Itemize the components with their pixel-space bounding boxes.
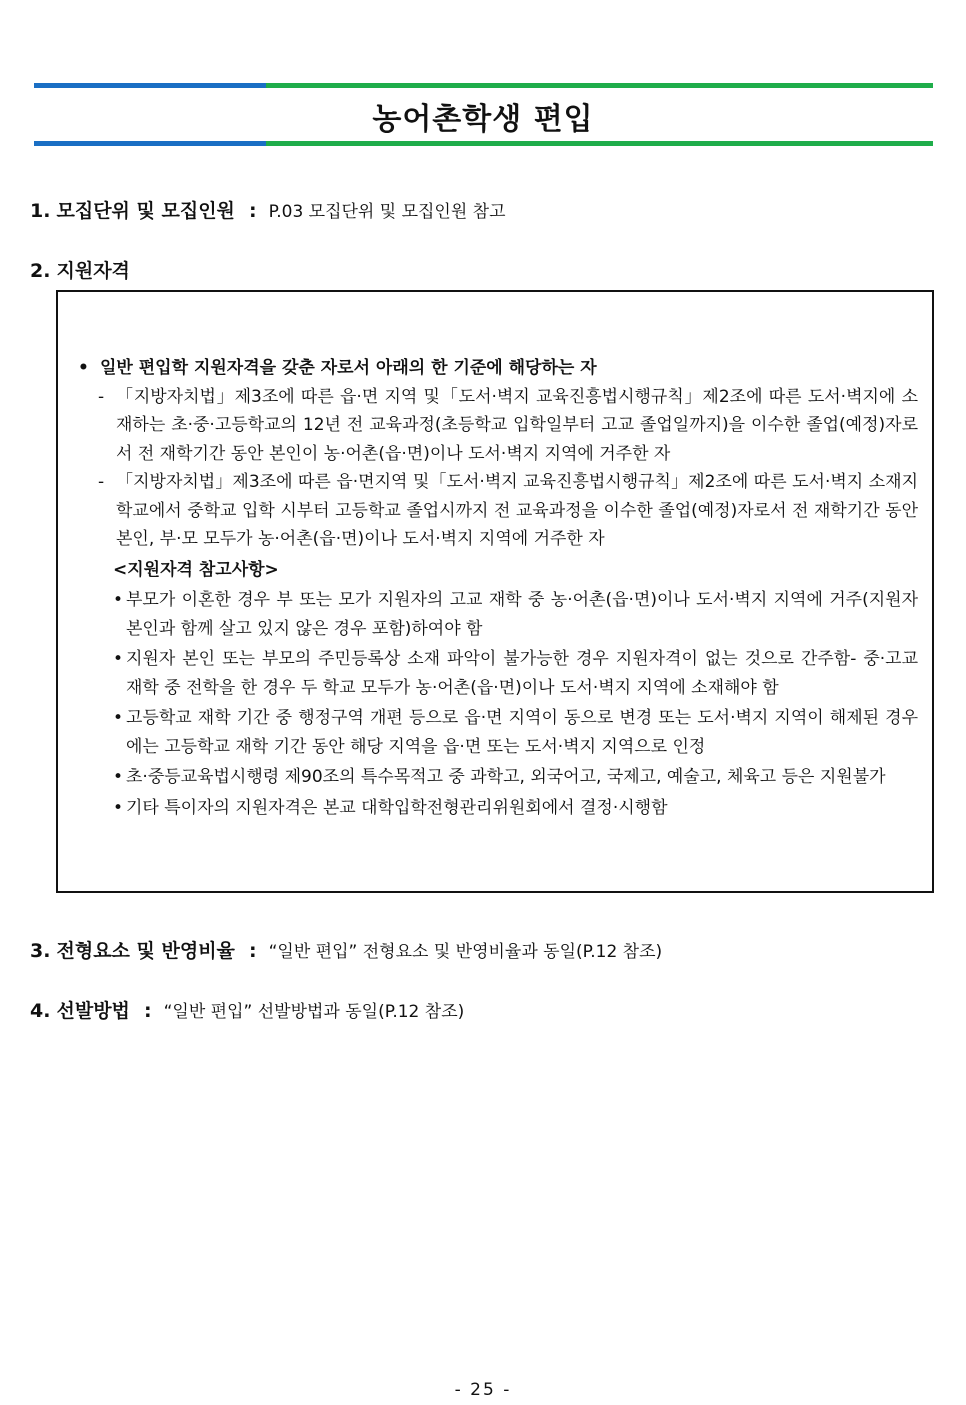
section-colon: : [248, 940, 257, 962]
section-number: 4. [30, 1000, 51, 1022]
criteria-item [98, 383, 918, 469]
reference-title: <지원자격 참고사항> [113, 559, 279, 580]
note-bullet: • [113, 767, 124, 787]
section-label: 지원자격 [56, 260, 130, 282]
note-bullet: • [113, 649, 124, 669]
note-bullet: • [113, 708, 124, 728]
reference-note [113, 794, 918, 823]
rule-blue-segment [34, 141, 266, 146]
section-evaluation-factors [30, 936, 662, 963]
criteria-item [98, 468, 918, 554]
note-text: 고등학교 재학 기간 중 행정구역 개편 등으로 읍·면 지역이 동으로 변경 또는 도서·벽지 지역이 해제된 경우에는 고등학교 재학 기간 동안 해당 지역을 읍·면 또는 도서·벽지 지역으로 인정 [126, 708, 918, 757]
eligibility-box [56, 290, 934, 893]
page-title: 농어촌학생 편입 [372, 102, 594, 137]
section-colon: : [248, 200, 257, 222]
section-desc: “일반 편입” 전형요소 및 반영비율과 동일(P.12 참조) [268, 942, 663, 962]
section-recruitment-units [30, 196, 506, 223]
rule-green-segment [266, 141, 933, 146]
reference-note [113, 586, 918, 643]
eligibility-heading-text: 일반 편입학 지원자격을 갖춘 자로서 아래의 한 기준에 해당하는 자 [100, 358, 597, 378]
page-number: - 25 - [454, 1380, 512, 1400]
note-text: 지원자 본인 또는 부모의 주민등록상 소재 파악이 불가능한 경우 지원자격이 없는 것으로 간주함- 중·고교 재학 중 전학을 한 경우 두 학교 모두가 농·어촌(읍·면)이나 도서·벽지 지역에 소재해야 함 [126, 649, 918, 698]
section-desc: “일반 편입” 선발방법과 동일(P.12 참조) [163, 1002, 465, 1022]
note-bullet: • [113, 590, 124, 610]
section-eligibility [30, 256, 130, 283]
section-label: 모집단위 및 모집인원 [56, 200, 235, 222]
section-label: 전형요소 및 반영비율 [56, 940, 235, 962]
section-colon: : [143, 1000, 152, 1022]
section-selection-method [30, 996, 464, 1023]
criteria-text: 「지방자치법」제3조에 따른 읍·면 지역 및「도서·벽지 교육진흥법시행규칙」제2조에 따른 도서·벽지에 소재하는 초·중·고등학교의 12년 전 교육과정(초등학교 입학일부터 고교 졸업일까지)을 이수한 졸업(예정)자로서 전 재학기간 동안 본인이 농·어촌(읍·면)이나 도서·벽지 지역에 거주한 자 [116, 386, 918, 464]
note-text: 기타 특이자의 지원자격은 본교 대학입학전형관리위원회에서 결정·시행함 [126, 797, 668, 818]
note-bullet: • [113, 797, 124, 818]
section-label: 선발방법 [56, 1000, 130, 1022]
criteria-text: 「지방자치법」제3조에 따른 읍·면지역 및「도서·벽지 교육진흥법시행규칙」제2조에 따른 도서·벽지 소재지 학교에서 중학교 입학 시부터 고등학교 졸업시까지 전 교육과정을 이수한 졸업(예정)자로서 전 재학기간 동안 본인, 부·모 모두가 농·어촌(읍·면)이나 도서·벽지 지역에 거주한 자 [116, 472, 918, 549]
eligibility-heading [78, 354, 918, 383]
bullet-mark: • [78, 358, 89, 378]
section-number: 3. [30, 940, 51, 962]
section-desc: P.03 모집단위 및 모집인원 참고 [268, 202, 506, 222]
reference-note [113, 645, 918, 702]
dash-mark: - [98, 472, 105, 492]
rule-green-segment [266, 83, 933, 88]
section-number: 2. [30, 260, 51, 282]
section-number: 1. [30, 200, 51, 222]
title-rule-top [34, 83, 933, 88]
rule-blue-segment [34, 83, 266, 88]
title-rule-bottom [34, 141, 933, 146]
dash-mark: - [98, 386, 105, 407]
note-text: 부모가 이혼한 경우 부 또는 모가 지원자의 고교 재학 중 농·어촌(읍·면)이나 도서·벽지 지역에 거주(지원자 본인과 함께 살고 있지 않은 경우 포함)하여야 함 [126, 590, 918, 639]
reference-note [113, 763, 918, 792]
note-text: 초·중등교육법시행령 제90조의 특수목적고 중 과학고, 외국어고, 국제고, 예술고, 체육고 등은 지원불가 [126, 767, 886, 787]
reference-note [113, 704, 918, 761]
